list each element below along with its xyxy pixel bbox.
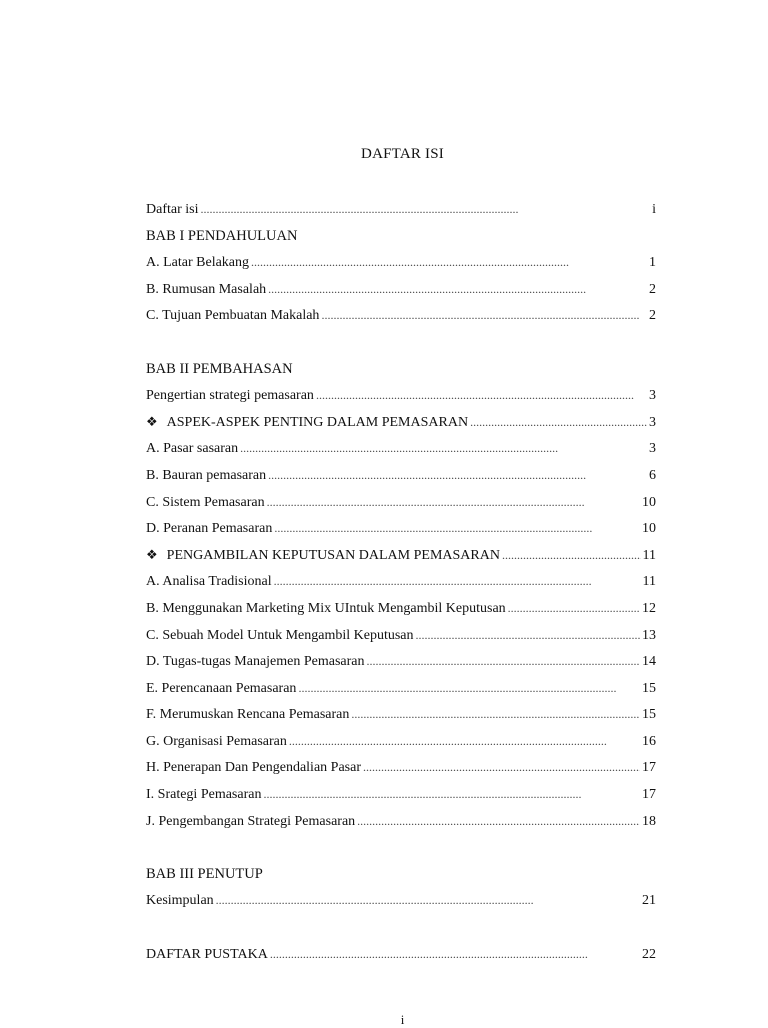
toc-entry (146, 249, 656, 276)
toc-page-number: 10 (642, 521, 656, 537)
toc-page-number: 22 (642, 946, 656, 962)
toc-heading-label: BAB III PENUTUP (146, 865, 263, 882)
toc-entry-label: C. Sebuah Model Untuk Mengambil Keputusan (146, 627, 414, 643)
toc-heading-label: BAB II PEMBAHASAN (146, 360, 293, 377)
toc-entry (146, 568, 656, 595)
toc-page-number: 11 (642, 574, 656, 590)
toc-page-number: 21 (642, 893, 656, 909)
toc-page-number: 3 (649, 414, 656, 430)
toc-entry-label: I. Srategi Pemasaran (146, 787, 262, 803)
toc-entry (146, 435, 656, 462)
toc-page-number: 15 (642, 707, 656, 723)
toc-entry (146, 728, 656, 755)
dot-leader (251, 249, 647, 276)
dot-leader (274, 515, 640, 542)
toc-section-heading (146, 861, 656, 888)
toc-section-heading (146, 356, 656, 383)
toc-entry (146, 542, 656, 569)
toc-entry (146, 675, 656, 702)
dot-leader (502, 542, 641, 569)
toc-page-number: 3 (649, 388, 656, 404)
dot-leader (357, 808, 640, 835)
toc-entry (146, 595, 656, 622)
toc-entry (146, 941, 656, 968)
toc-page-number: i (652, 202, 656, 217)
dot-leader (240, 435, 647, 462)
toc-entry-label: Kesimpulan (146, 893, 214, 909)
dot-leader (363, 754, 640, 781)
toc-entry-label: C. Sistem Pemasaran (146, 494, 265, 510)
toc-page-number: 17 (642, 787, 656, 803)
dot-leader (200, 196, 650, 223)
toc-spacer (146, 834, 656, 861)
dot-leader (216, 887, 640, 914)
dot-leader (268, 276, 647, 303)
toc-heading-label: BAB I PENDAHULUAN (146, 227, 298, 244)
dot-leader (416, 622, 640, 649)
dot-leader (289, 728, 640, 755)
toc-entry-label: A. Latar Belakang (146, 255, 250, 271)
toc-page-number: 16 (642, 733, 656, 749)
dot-leader (367, 648, 640, 675)
toc-page-number: 11 (642, 547, 656, 563)
toc-entry-label: A. Pasar sasaran (146, 441, 239, 457)
toc-entry (146, 515, 656, 542)
toc-entry-label: J. Pengembangan Strategi Pemasaran (146, 813, 356, 829)
toc-page-number: 6 (649, 467, 656, 483)
toc-entry (146, 382, 656, 409)
page-title: DAFTAR ISI (361, 146, 444, 162)
toc-entry-label: B. Menggunakan Marketing Mix UIntuk Mengambil Keputusan (146, 600, 506, 616)
toc-entry-label: DAFTAR PUSTAKA (146, 946, 268, 962)
toc-entry-label: D. Peranan Pemasaran (146, 521, 273, 537)
dot-leader (470, 409, 647, 436)
dot-leader (508, 595, 640, 622)
toc-spacer (146, 914, 656, 941)
toc-entry-label: Pengertian strategi pemasaran (146, 388, 314, 404)
toc-entry-label: G. Organisasi Pemasaran (146, 733, 287, 749)
toc-entry (146, 302, 656, 329)
toc-entry-label: C. Tujuan Pembuatan Makalah (146, 308, 320, 324)
toc-entry (146, 754, 656, 781)
toc-page-number: 10 (642, 494, 656, 510)
toc-page-number: 2 (649, 281, 656, 297)
dot-leader (316, 382, 647, 409)
toc-page-number: 17 (642, 760, 656, 776)
toc-entry (146, 648, 656, 675)
toc-section-heading (146, 223, 656, 250)
toc-entry (146, 887, 656, 914)
page-number-footer: i (400, 1012, 405, 1027)
diamond-bullet-icon: ❖ (146, 413, 158, 429)
toc-spacer (146, 329, 656, 356)
toc-page-number: 3 (649, 441, 656, 457)
toc-entry-label: H. Penerapan Dan Pengendalian Pasar (146, 760, 361, 776)
toc-entry-label: Daftar isi (146, 202, 199, 217)
toc-entry-label: ASPEK-ASPEK PENTING DALAM PEMASARAN (166, 414, 469, 430)
toc-entry (146, 462, 656, 489)
dot-leader (268, 462, 647, 489)
toc-entry (146, 622, 656, 649)
toc-entry (146, 781, 656, 808)
dot-leader (321, 302, 647, 329)
toc-page-number: 18 (642, 813, 656, 829)
toc-page-number: 13 (642, 627, 656, 643)
toc-page-number: 12 (642, 600, 656, 616)
toc-entry-label: B. Rumusan Masalah (146, 281, 267, 297)
toc-entry-label: D. Tugas-tugas Manajemen Pemasaran (146, 654, 365, 670)
diamond-bullet-icon: ❖ (146, 546, 158, 562)
toc-entry (146, 808, 656, 835)
dot-leader (298, 675, 640, 702)
toc-entry-label: A. Analisa Tradisional (146, 574, 272, 590)
dot-leader (351, 701, 640, 728)
dot-leader (267, 489, 640, 516)
toc-page-number: 1 (649, 255, 656, 271)
toc-page-number: 15 (642, 680, 656, 696)
toc-entry (146, 701, 656, 728)
dot-leader (263, 781, 640, 808)
toc-entry-label: PENGAMBILAN KEPUTUSAN DALAM PEMASARAN (166, 547, 500, 563)
toc-entry-label: B. Bauran pemasaran (146, 467, 267, 483)
toc-entry-label: F. Merumuskan Rencana Pemasaran (146, 707, 350, 723)
toc-entry-label: E. Perencanaan Pemasaran (146, 680, 297, 696)
toc-page-number: 14 (642, 654, 656, 670)
toc-page-number: 2 (649, 308, 656, 324)
dot-leader (274, 568, 641, 595)
table-of-contents (146, 196, 656, 967)
toc-entry (146, 196, 656, 223)
dot-leader (270, 941, 640, 968)
toc-entry (146, 489, 656, 516)
toc-entry (146, 276, 656, 303)
toc-entry (146, 409, 656, 436)
